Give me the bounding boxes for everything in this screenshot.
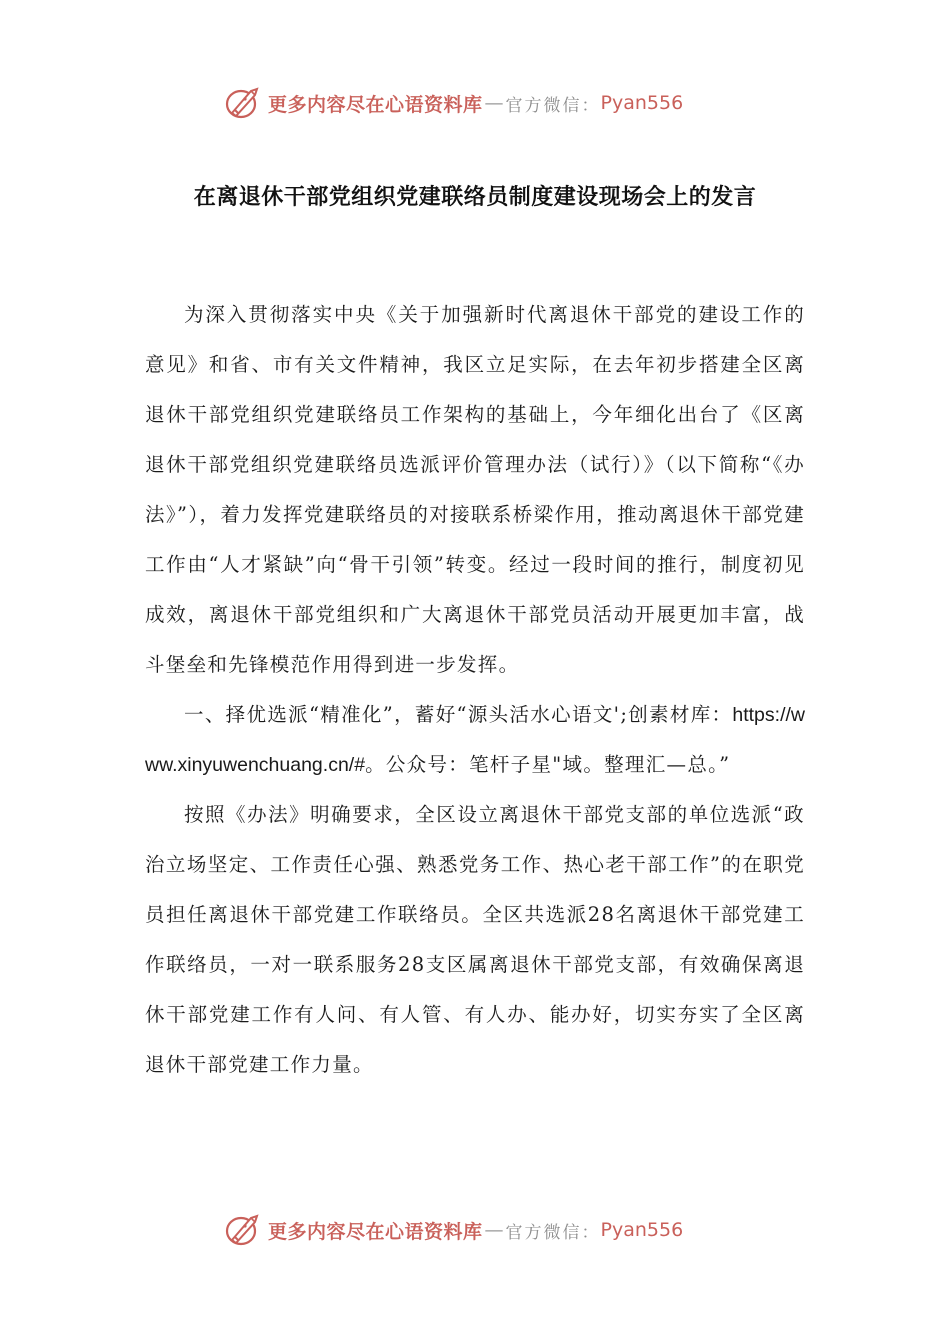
paragraph-intro: 为深入贯彻落实中央《关于加强新时代离退休干部党的建设工作的意见》和省、市有关文件精神，我区立足实际，在去年初步搭建全区离退休干部党组织党建联络员工作架构的基础上，今年细化出台了《区离退休干部党组织党建联络员选派评价管理办法（试行）》（以下简称“《办法》”），着力发挥党建联络员的对接联系桥梁作用，推动离退休干部党建工作由“人才紧缺”向“骨干引领”转变。经过一段时间的推行，制度初见成效，离退休干部党组织和广大离退休干部党员活动开展更加丰富，战斗堡垒和先锋模范作用得到进一步发挥。 (145, 303, 805, 676)
header-separator: — (484, 92, 504, 114)
footer-wechat-label: 官方微信： (505, 1222, 601, 1243)
footer-brand-text: 更多内容尽在心语资料库 (268, 1220, 483, 1243)
header-brand-text: 更多内容尽在心语资料库 (268, 93, 483, 116)
footer-separator: — (484, 1219, 504, 1241)
section-heading-1-prefix: 一、择优选派“精准化”，蓄好“源头活水心语文';创素材库： (184, 703, 733, 726)
footer-watermark-banner (224, 1210, 683, 1250)
document-title: 在离退休干部党组织党建联络员制度建设现场会上的发言 (193, 185, 757, 210)
pen-circle-logo-icon (224, 85, 262, 121)
source-url-link[interactable]: https://www.xinyuwenchuang.cn/# (145, 704, 805, 776)
header-wechat-account: Pyan556 (600, 92, 684, 114)
section-heading-1-suffix: 。公众号：笔杆子星"域。整理汇—总。” (365, 753, 731, 776)
footer-wechat-account: Pyan556 (600, 1219, 684, 1241)
section-heading-1 (145, 690, 805, 790)
header-watermark-banner (224, 83, 683, 123)
paragraph-selection: 按照《办法》明确要求，全区设立离退休干部党支部的单位选派“政治立场坚定、工作责任心强、熟悉党务工作、热心老干部工作”的在职党员担任离退休干部党建工作联络员。全区共选派28名离退休干部党建工作联络员，一对一联系服务28支区属离退休干部党支部，有效确保离退休干部党建工作有人问、有人管、有人办、能办好，切实夯实了全区离退休干部党建工作力量。 (145, 803, 805, 1076)
header-wechat-label: 官方微信： (505, 95, 601, 116)
pen-circle-logo-icon (224, 1212, 262, 1248)
document-body (145, 290, 805, 1090)
